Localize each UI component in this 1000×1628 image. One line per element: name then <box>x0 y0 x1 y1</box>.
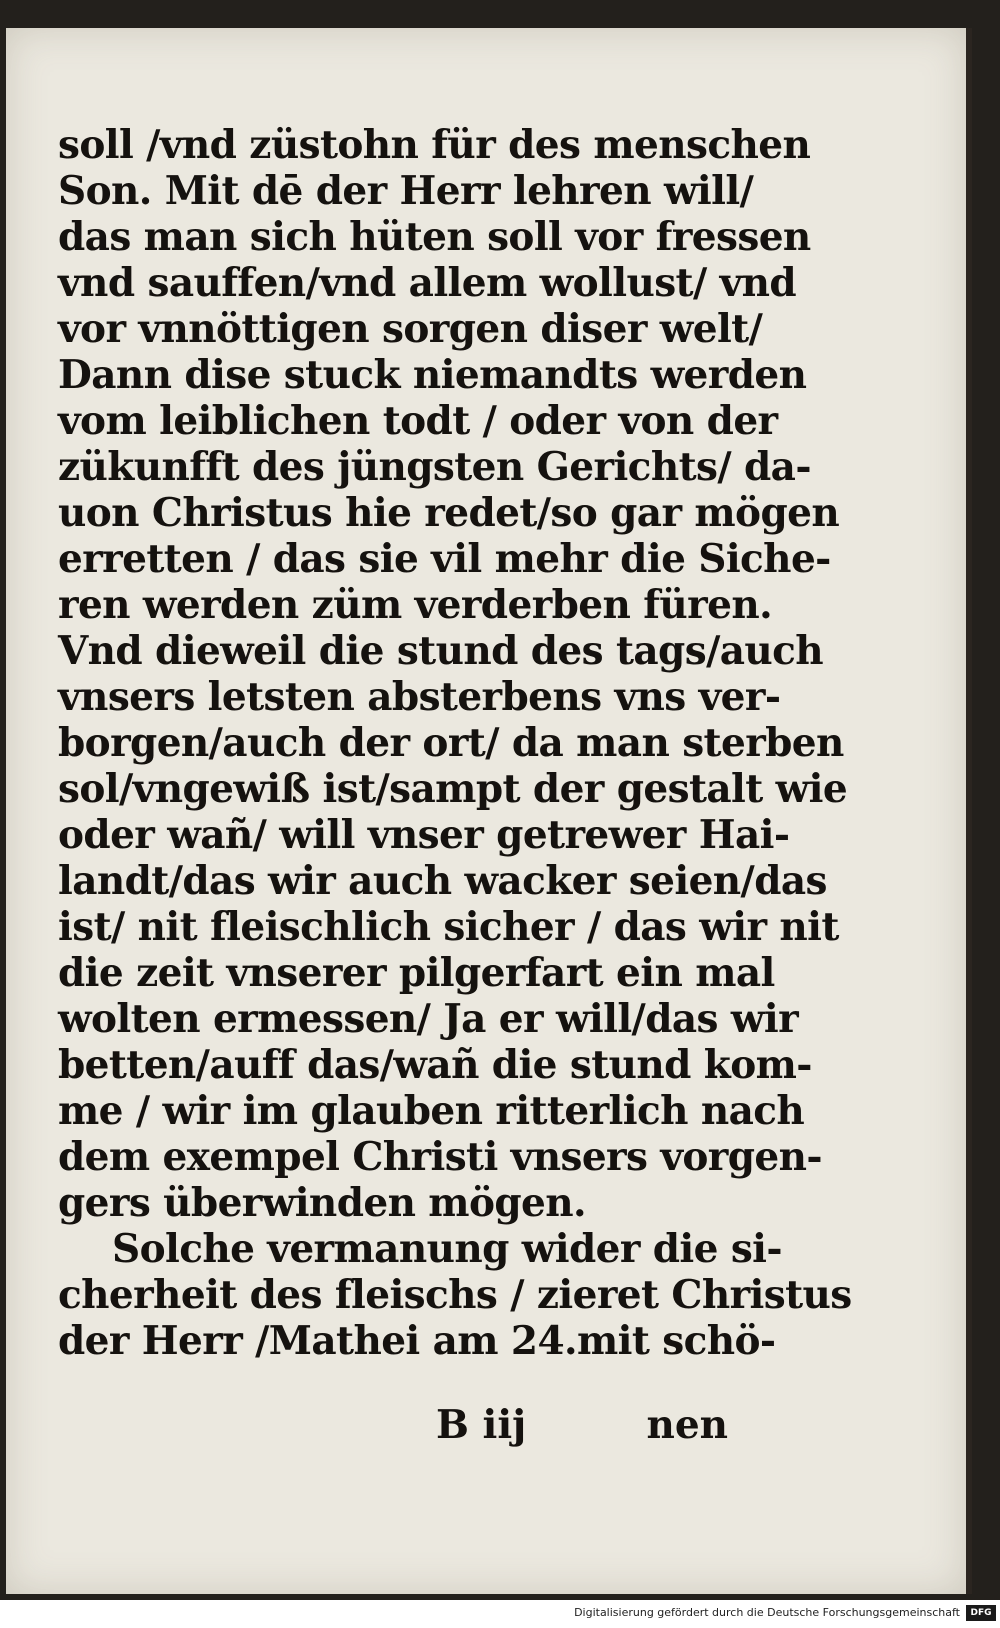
text-line: der Herr /Mathei am 24.mit schö- <box>58 1318 776 1364</box>
text-line: cherheit des fleischs / zieret Christus <box>58 1272 852 1318</box>
text-line: vor vnnöttigen sorgen diser welt/ <box>58 306 763 352</box>
paragraph-start-line: Solche vermanung wider die si- <box>112 1226 782 1272</box>
page-edge <box>966 28 972 1594</box>
text-line: ren werden züm verderben füren. <box>58 582 773 628</box>
text-line: me / wir im glauben ritterlich nach <box>58 1088 805 1134</box>
text-line: Vnd dieweil die stund des tags/auch <box>58 628 824 674</box>
text-line: landt/das wir auch wacker seien/das <box>58 858 827 904</box>
text-line: gers überwinden mögen. <box>58 1180 587 1226</box>
text-line: das man sich hüten soll vor fressen <box>58 214 811 260</box>
text-line: Son. Mit dē der Herr lehren will/ <box>58 168 754 214</box>
dfg-logo: DFG <box>966 1605 996 1621</box>
text-line: zükunfft des jüngsten Gerichts/ da- <box>58 444 811 490</box>
text-line: vnd sauffen/vnd allem wollust/ vnd <box>58 260 797 306</box>
text-line: dem exempel Christi vnsers vorgen- <box>58 1134 822 1180</box>
signature-line <box>58 1402 728 1448</box>
text-line: uon Christus hie redet/so gar mögen <box>58 490 840 536</box>
text-line: borgen/auch der ort/ da man sterben <box>58 720 844 766</box>
text-line: sol/vngewiß ist/sampt der gestalt wie <box>58 766 848 812</box>
text-line: vom leiblichen todt / oder von der <box>58 398 778 444</box>
text-line: Dann dise stuck niemandts werden <box>58 352 807 398</box>
text-line: betten/auff das/wañ die stund kom- <box>58 1042 812 1088</box>
catchword: nen <box>646 1402 728 1448</box>
text-line: wolten ermessen/ Ja er will/das wir <box>58 996 799 1042</box>
text-line: die zeit vnserer pilgerfart ein mal <box>58 950 775 996</box>
text-line: oder wañ/ will vnser getrewer Hai- <box>58 812 790 858</box>
text-block <box>58 122 852 1364</box>
text-line: soll /vnd züstohn für des menschen <box>58 122 811 168</box>
text-line: vnsers letsten absterbens vns ver- <box>58 674 781 720</box>
signature-mark: B iij <box>436 1402 527 1448</box>
funding-credit: Digitalisierung gefördert durch die Deutsche Forschungsgemeinschaft <box>574 1606 960 1619</box>
text-line: ist/ nit fleischlich sicher / das wir nit <box>58 904 839 950</box>
text-line: erretten / das sie vil mehr die Siche- <box>58 536 831 582</box>
footer-bar <box>0 1600 1000 1628</box>
